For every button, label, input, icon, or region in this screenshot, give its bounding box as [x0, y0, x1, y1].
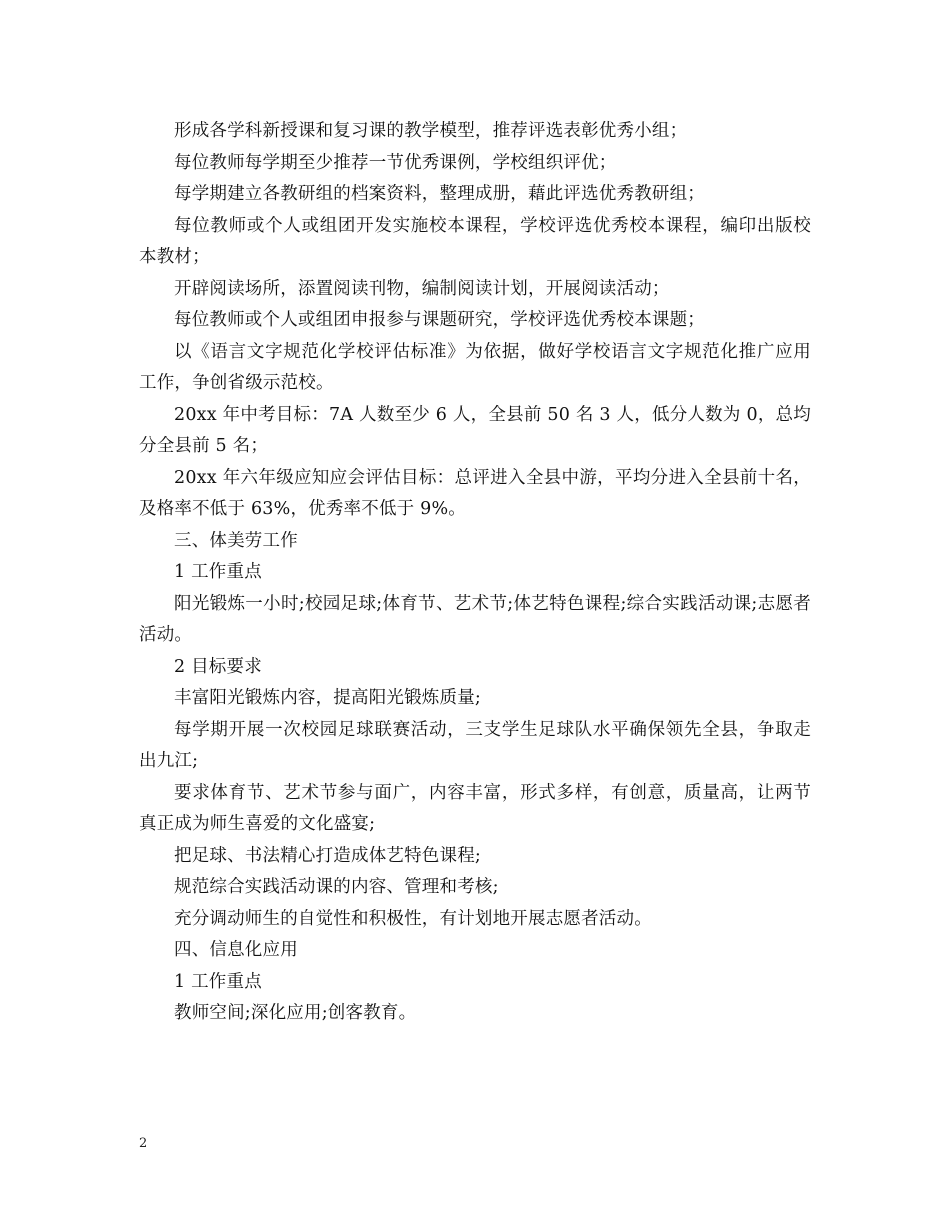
- section-heading: 三、体美劳工作: [174, 530, 298, 551]
- subsection-heading: 1 工作重点: [174, 562, 262, 582]
- paragraph: 教师空间;深化应用;创客教育。: [174, 1003, 417, 1023]
- section-heading: 四、信息化应用: [174, 940, 298, 960]
- subsection-heading: 1 工作重点: [174, 971, 262, 992]
- paragraph: 以《语言文字规范化学校评估标准》为依据，做好学校语言文字规范化推广应用工作，争创省级示范校。: [139, 341, 811, 393]
- paragraph: 每学期开展一次校园足球联赛活动，三支学生足球队水平确保领先全县，争取走出九江;: [139, 719, 811, 771]
- paragraph: 20xx 年六年级应知应会评估目标：总评进入全县中游，平均分进入全县前十名，及格率不低于 63%，优秀率不低于 9%。: [139, 467, 811, 519]
- document-body: [139, 116, 811, 1030]
- paragraph: 规范综合实践活动课的内容、管理和考核;: [174, 877, 499, 897]
- paragraph: 每学期建立各教研组的档案资料，整理成册，藉此评选优秀教研组；: [174, 184, 705, 204]
- paragraph: 阳光锻炼一小时;校园足球;体育节、艺术节;体艺特色课程;综合实践活动课;志愿者活动。: [139, 593, 811, 645]
- page-number: 2: [139, 1136, 148, 1151]
- paragraph: 每位教师或个人或组团开发实施校本课程，学校评选优秀校本课程，编印出版校本教材；: [139, 215, 811, 267]
- paragraph: 丰富阳光锻炼内容，提高阳光锻炼质量;: [174, 688, 481, 708]
- paragraph: 每位教师每学期至少推荐一节优秀课例，学校组织评优；: [174, 152, 617, 173]
- paragraph: 20xx 年中考目标：7A 人数至少 6 人，全县前 50 名 3 人，低分人数为 0，总均分全县前 5 名；: [139, 404, 811, 456]
- paragraph: 充分调动师生的自觉性和积极性，有计划地开展志愿者活动。: [174, 908, 652, 929]
- paragraph: 形成各学科新授课和复习课的教学模型，推荐评选表彰优秀小组；: [174, 121, 688, 141]
- subsection-heading: 2 目标要求: [174, 656, 262, 677]
- paragraph: 开辟阅读场所，添置阅读刊物，编制阅读计划，开展阅读活动；: [174, 278, 670, 299]
- paragraph: 每位教师或个人或组团申报参与课题研究，学校评选优秀校本课题；: [174, 310, 705, 330]
- paragraph: 要求体育节、艺术节参与面广，内容丰富，形式多样，有创意，质量高，让两节真正成为师生喜爱的文化盛宴;: [139, 782, 811, 834]
- paragraph: 把足球、书法精心打造成体艺特色课程;: [174, 845, 481, 866]
